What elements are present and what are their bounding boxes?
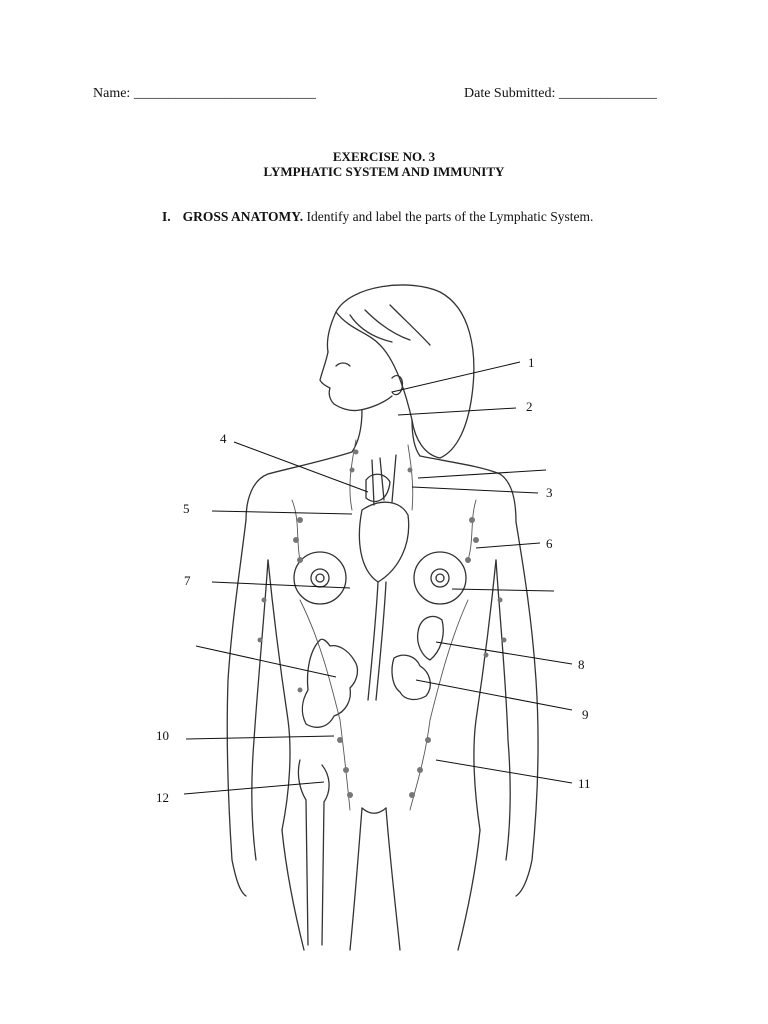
label-5: 5 [183, 501, 190, 516]
label-11: 11 [578, 776, 591, 791]
thymus [366, 474, 390, 501]
exercise-title: LYMPHATIC SYSTEM AND IMMUNITY [263, 164, 505, 179]
right-shoulder [420, 456, 516, 522]
right-arm [516, 522, 538, 896]
name-blank[interactable]: __________________________ [133, 86, 316, 101]
instruction-text: Identify and label the parts of the Lymphatic System. [306, 209, 594, 224]
section-heading: GROSS ANATOMY. [182, 209, 304, 224]
leader-line-3 [412, 487, 538, 493]
leader-line-7 [212, 582, 350, 588]
crotch [362, 808, 386, 813]
label-1: 1 [528, 355, 535, 370]
inner-leg [350, 808, 400, 950]
right-arm-inner [496, 560, 510, 860]
label-8: 8 [578, 657, 585, 672]
date-label: Date Submitted: [464, 86, 556, 101]
label-6: 6 [546, 536, 553, 551]
leader-line-12 [184, 782, 324, 794]
leader-line-11 [436, 760, 572, 783]
leader-line-8b [196, 646, 336, 677]
label-9: 9 [582, 707, 589, 722]
label-3: 3 [546, 485, 553, 500]
spleen [418, 616, 444, 660]
left-arm-inner [252, 560, 268, 860]
heart [359, 502, 408, 582]
leader-line-10 [186, 736, 334, 739]
leader-line-5 [212, 511, 352, 514]
date-blank[interactable]: ______________ [558, 86, 657, 101]
name-label: Name: [93, 86, 131, 101]
leader-line-4 [234, 442, 368, 492]
large-intestine [302, 639, 357, 727]
femur [298, 760, 329, 945]
leader-line-7b [452, 589, 554, 591]
thoracic-duct [368, 582, 386, 700]
right-breast [414, 552, 466, 604]
eye [336, 363, 350, 366]
face-profile [320, 352, 392, 411]
left-waist [268, 560, 290, 830]
label-4: 4 [220, 431, 227, 446]
section-number: I. [162, 209, 171, 224]
leader-line-9 [416, 680, 572, 710]
leader-line-2 [398, 408, 516, 415]
leader-line-6 [476, 543, 540, 548]
leader-line-3a [418, 470, 546, 478]
neck [352, 410, 420, 456]
left-leg [282, 830, 304, 950]
left-shoulder [246, 452, 352, 520]
right-leg [458, 830, 480, 950]
hair-bangs [327, 305, 430, 352]
small-intestine [392, 655, 430, 699]
label-10: 10 [156, 728, 169, 743]
left-arm [227, 520, 246, 896]
exercise-number: EXERCISE NO. 3 [332, 149, 436, 164]
label-7: 7 [184, 573, 191, 588]
label-2: 2 [526, 399, 533, 414]
label-12: 12 [156, 790, 169, 805]
hair-outline [336, 285, 474, 458]
leader-line-1 [392, 362, 520, 392]
